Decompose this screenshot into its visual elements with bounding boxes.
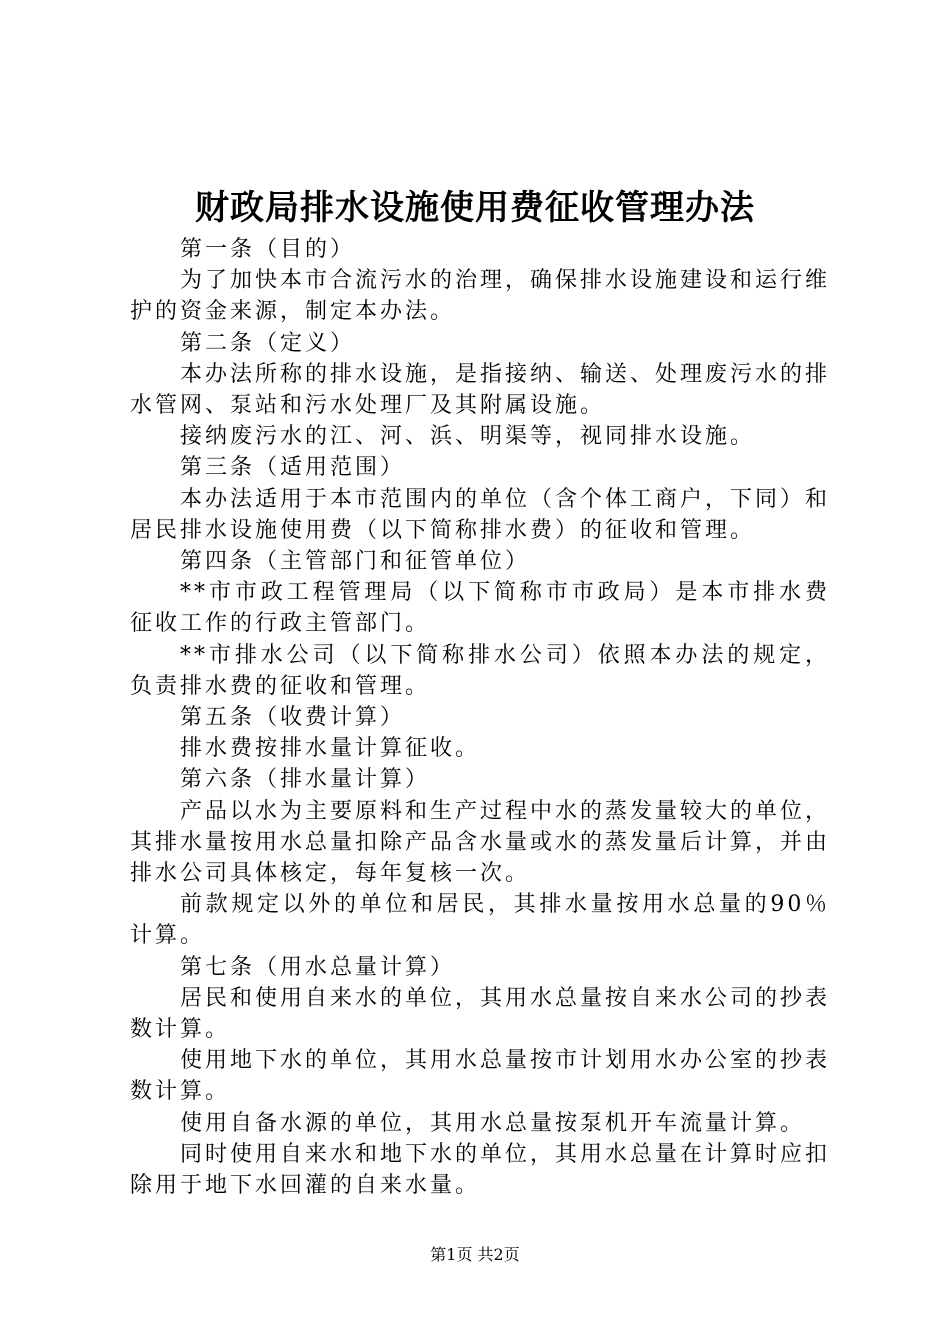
paragraph: 使用地下水的单位，其用水总量按市计划用水办公室的抄表数计算。 — [130, 1048, 831, 1105]
paragraph: 第一条（目的） — [180, 237, 356, 262]
paragraph: 第三条（适用范围） — [180, 455, 406, 481]
paragraph: 接纳废污水的江、河、浜、明渠等，视同排水设施。 — [180, 424, 756, 450]
paragraph: 本办法适用于本市范围内的单位（含个体工商户，下同）和居民排水设施使用费（以下简称排水费）的征收和管理。 — [130, 486, 831, 543]
paragraph: 为了加快本市合流污水的治理，确保排水设施建设和运行维护的资金来源，制定本办法。 — [130, 268, 831, 325]
document-title: 财政局排水设施使用费征收管理办法 — [195, 188, 755, 228]
paragraph: 第七条（用水总量计算） — [180, 954, 456, 980]
paragraph: **市排水公司（以下简称排水公司）依照本办法的规定，负责排水费的征收和管理。 — [130, 642, 830, 699]
paragraph: 产品以水为主要原料和生产过程中水的蒸发量较大的单位，其排水量按用水总量扣除产品含水量或水的蒸发量后计算，并由排水公司具体核定，每年复核一次。 — [130, 798, 831, 887]
paragraph: 居民和使用自来水的单位，其用水总量按自来水公司的抄表数计算。 — [130, 985, 831, 1043]
page-footer: 第1页 共2页 — [430, 1245, 520, 1264]
paragraph: 第六条（排水量计算） — [180, 767, 431, 793]
paragraph: **市市政工程管理局（以下简称市市政局）是本市排水费征收工作的行政主管部门。 — [130, 580, 830, 637]
paragraph: 第二条（定义） — [180, 330, 356, 356]
paragraph: 排水费按排水量计算征收。 — [180, 736, 481, 762]
paragraph: 本办法所称的排水设施，是指接纳、输送、处理废污水的排水管网、泵站和污水处理厂及其附属设施。 — [130, 361, 831, 419]
document-body — [130, 234, 830, 1201]
paragraph: 第四条（主管部门和征管单位） — [180, 549, 531, 575]
paragraph: 使用自备水源的单位，其用水总量按泵机开车流量计算。 — [180, 1110, 806, 1136]
paragraph: 第五条（收费计算） — [180, 705, 406, 731]
paragraph: 同时使用自来水和地下水的单位，其用水总量在计算时应扣除用于地下水回灌的自来水量。 — [130, 1141, 831, 1199]
paragraph: 前款规定以外的单位和居民，其排水量按用水总量的90％计算。 — [130, 892, 830, 949]
